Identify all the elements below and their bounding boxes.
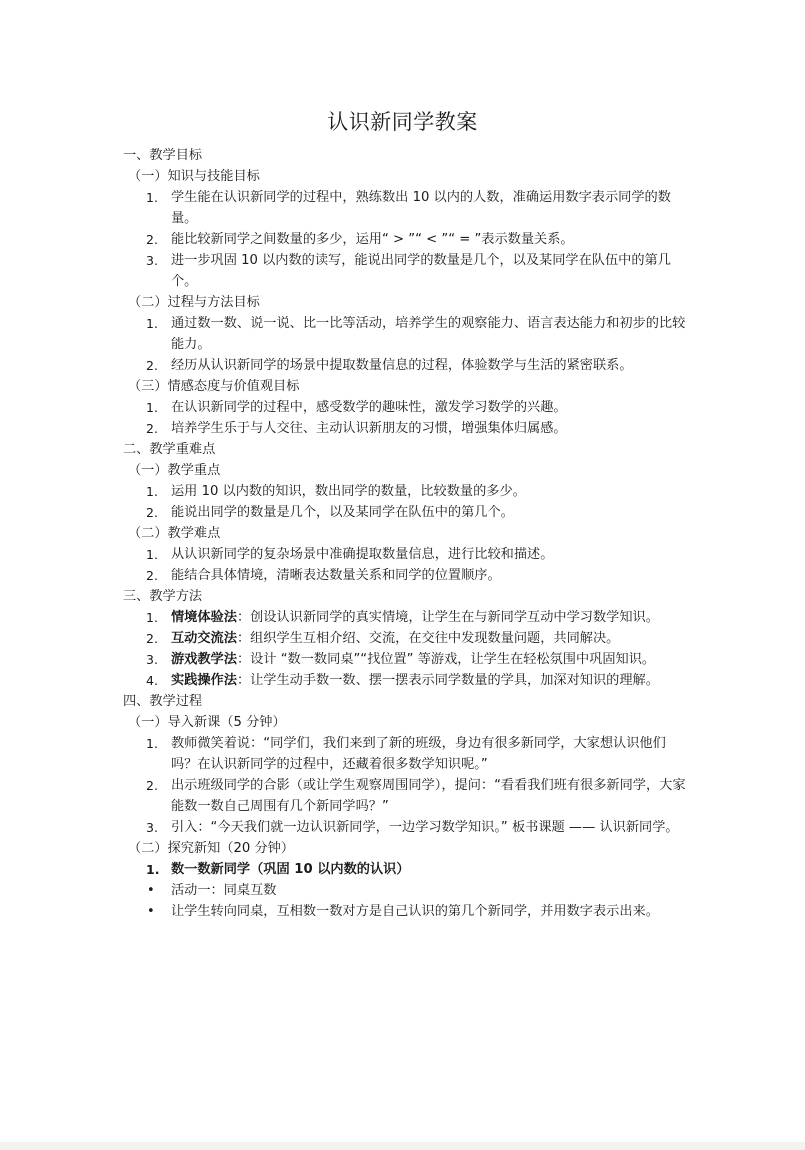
method-label: 情境体验法 [171,610,237,625]
list-item: 2. 能比较新同学之间数量的多少，运用“ > ”“ < ”“ = ”表示数量关系。 [0,229,805,250]
bullet-item: • 活动一：同桌互数 [0,880,805,901]
list-number: 1. [146,547,158,562]
list-number: 2. [146,358,158,373]
list-number: 2. [146,505,158,520]
list-item: 4. 实践操作法：让学生动手数一数、摆一摆表示同学数量的学具，加深对知识的理解。 [0,670,805,691]
list-item: 2. 能结合具体情境，清晰表达数量关系和同学的位置顺序。 [0,565,805,586]
list-number: 2. [146,631,158,646]
list-item: 1. 情境体验法：创设认识新同学的真实情境，让学生在与新同学互动中学习数学知识。 [0,607,805,628]
list-number: 1. [146,190,158,205]
list-item: 3. 引入：“今天我们就一边认识新同学，一边学习数学知识。” 板书课题 —— 认识新同学。 [0,817,805,838]
list-item: 2. 经历从认识新同学的场景中提取数量信息的过程，体验数学与生活的紧密联系。 [0,355,805,376]
list-item: 1. 运用 10 以内数的知识，数出同学的数量，比较数量的多少。 [0,481,805,502]
method-label: 游戏教学法 [171,652,237,667]
bullet-icon: • [147,883,155,898]
list-item: 3. 游戏教学法：设计 “数一数同桌”“找位置” 等游戏，让学生在轻松氛围中巩固知识。 [0,649,805,670]
subsection-heading: （二）过程与方法目标 [128,295,260,310]
list-item: 1. 数一数新同学（巩固 10 以内数的认识） [0,859,805,880]
list-number: 1. [146,862,160,877]
list-number: 1. [146,316,158,331]
bullet-item: • 让学生转向同桌，互相数一数对方是自己认识的第几个新同学，并用数字表示出来。 [0,901,805,922]
document-title: 认识新同学教案 [327,110,478,134]
section-heading: 一、教学目标 [123,148,203,163]
list-number: 2. [146,778,158,793]
list-number: 4. [146,673,158,688]
subsection-heading: （三）情感态度与价值观目标 [128,379,300,394]
bullet-icon: • [147,904,155,919]
subsection-heading: （一）教学重点 [128,463,221,478]
list-item: 3. 进一步巩固 10 以内数的读写，能说出同学的数量是几个，以及某同学在队伍中的第几个。 [0,250,805,292]
subsection-heading: （一）导入新课（5 分钟） [128,715,286,730]
list-number: 3. [146,253,158,268]
list-item: 1. 通过数一数、说一说、比一比等活动，培养学生的观察能力、语言表达能力和初步的比较能力。 [0,313,805,355]
method-label: 实践操作法 [171,673,237,688]
list-item: 2. 互动交流法：组织学生互相介绍、交流，在交往中发现数量问题，共同解决。 [0,628,805,649]
subsection-heading: （二）教学难点 [128,526,221,541]
list-number: 1. [146,400,158,415]
list-number: 1. [146,610,158,625]
list-number: 2. [146,421,158,436]
document-body [0,145,805,922]
list-number: 3. [146,820,158,835]
list-number: 2. [146,232,158,247]
subsection-heading: （一）知识与技能目标 [128,169,260,184]
list-number: 1. [146,484,158,499]
section-heading: 三、教学方法 [123,589,203,604]
section-heading: 二、教学重难点 [123,442,216,457]
list-item: 1. 教师微笑着说：“同学们，我们来到了新的班级，身边有很多新同学，大家想认识他们吗？在认识新同学的过程中，还藏着很多数学知识呢。” [0,733,805,775]
section-heading: 四、教学过程 [123,694,203,709]
list-number: 3. [146,652,158,667]
list-item: 2. 能说出同学的数量是几个，以及某同学在队伍中的第几个。 [0,502,805,523]
method-label: 互动交流法 [171,631,237,646]
list-item: 1. 在认识新同学的过程中，感受数学的趣味性，激发学习数学的兴趣。 [0,397,805,418]
list-item: 2. 培养学生乐于与人交往、主动认识新朋友的习惯，增强集体归属感。 [0,418,805,439]
list-item: 2. 出示班级同学的合影（或让学生观察周围同学），提问：“看看我们班有很多新同学，大家能数一数自己周围有几个新同学吗？” [0,775,805,817]
subsection-heading: （二）探究新知（20 分钟） [128,841,295,856]
list-item: 1. 从认识新同学的复杂场景中准确提取数量信息，进行比较和描述。 [0,544,805,565]
list-item: 1. 学生能在认识新同学的过程中，熟练数出 10 以内的人数，准确运用数字表示同学的数量。 [0,187,805,229]
list-number: 2. [146,568,158,583]
list-number: 1. [146,736,158,751]
